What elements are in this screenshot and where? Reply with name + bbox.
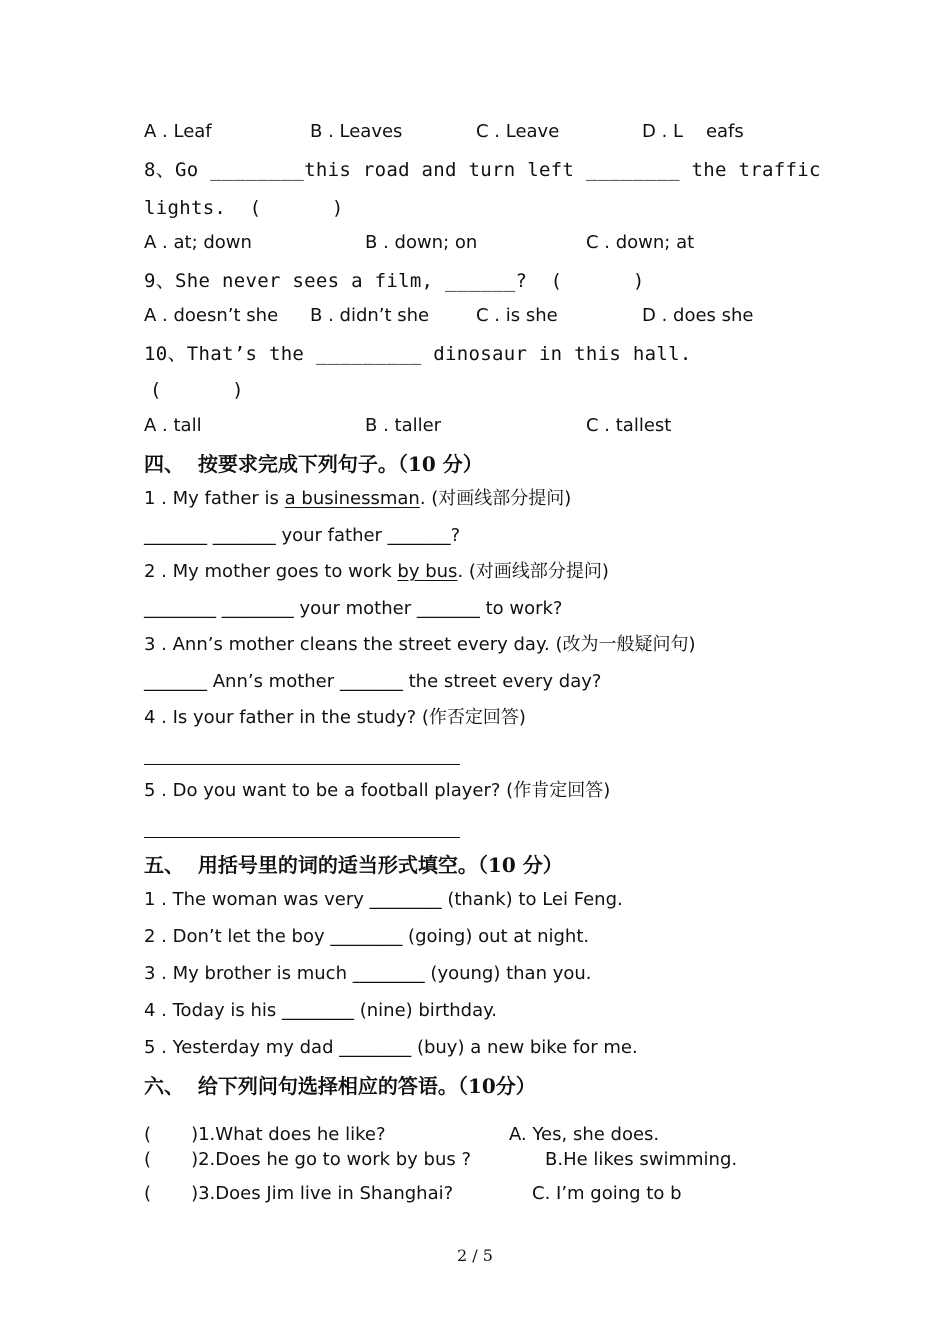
s4-q1-underlined: a businessman	[284, 488, 420, 509]
q10-stem-line1: 10、That’s the _________ dinosaur in this hall.	[144, 343, 692, 365]
s4-q3-prompt: 3 . Ann’s mother cleans the street every day. (改为一般疑问句)	[144, 634, 696, 655]
s6-question-2: ( )2.Does he go to work by bus ?	[144, 1149, 472, 1170]
section4-heading: 四、 按要求完成下列句子。（10 分）	[144, 452, 483, 476]
q10-option-b: B . taller	[365, 415, 442, 436]
s4-q1-prompt	[144, 490, 571, 508]
q10-option-a: A . tall	[144, 415, 202, 436]
page-number: 2 / 5	[457, 1246, 493, 1265]
s5-item-5: 5 . Yesterday my dad ________ (buy) a new bike for me.	[144, 1037, 638, 1058]
s6-answer-c: C. I’m going to b	[532, 1183, 682, 1204]
s4-q1-suffix: . (对画线部分提问)	[419, 488, 572, 509]
s4-q2-underlined: by bus	[397, 561, 458, 582]
q9-option-a: A . doesn’t she	[144, 305, 279, 326]
s5-item-4: 4 . Today is his ________ (nine) birthday.	[144, 1000, 497, 1021]
q8-stem-line2: lights. ( )	[144, 197, 344, 219]
s4-q2-suffix: . (对画线部分提问)	[457, 561, 609, 582]
section6-heading: 六、 给下列问句选择相应的答语。（10分）	[144, 1074, 536, 1098]
q9-option-d: D . does she	[642, 305, 754, 326]
s4-q5-answer-rule	[144, 837, 460, 838]
s5-item-1: 1 . The woman was very ________ (thank) to Lei Feng.	[144, 889, 623, 910]
q9-option-c: C . is she	[476, 305, 558, 326]
section5-heading: 五、 用括号里的词的适当形式填空。（10 分）	[144, 853, 563, 877]
s5-item-3: 3 . My brother is much ________ (young) than you.	[144, 963, 592, 984]
q8-option-a: A . at; down	[144, 232, 252, 253]
q8-stem-line1: 8、Go ________this road and turn left ________ the traffic	[144, 159, 821, 181]
s4-q4-answer-rule	[144, 764, 460, 765]
s4-q1-prefix: 1 . My father is	[144, 488, 285, 509]
q9-option-b: B . didn’t she	[310, 305, 430, 326]
q9-stem: 9、She never sees a film, ______? ( )	[144, 270, 645, 292]
s4-q3-answer-line: _______ Ann’s mother _______ the street every day?	[144, 671, 602, 692]
q8-option-b: B . down; on	[365, 232, 478, 253]
q8-option-c: C . down; at	[586, 232, 695, 253]
s4-q4-prompt: 4 . Is your father in the study? (作否定回答)	[144, 707, 526, 728]
s6-answer-b: B.He likes swimming.	[545, 1149, 738, 1170]
s6-answer-a: A. Yes, she does.	[509, 1124, 660, 1145]
q7-option-b: B . Leaves	[310, 121, 403, 142]
s6-question-3: ( )3.Does Jim live in Shanghai?	[144, 1183, 454, 1204]
q10-stem-line2: ( )	[150, 379, 244, 401]
s4-q2-prompt	[144, 563, 609, 581]
s5-item-2: 2 . Don’t let the boy ________ (going) out at night.	[144, 926, 590, 947]
s6-question-1: ( )1.What does he like?	[144, 1124, 386, 1145]
q7-option-d: D . L eafs	[642, 121, 744, 142]
q7-option-a: A . Leaf	[144, 121, 212, 142]
s4-q1-answer-line: _______ _______ your father _______?	[144, 525, 461, 546]
q7-option-c: C . Leave	[476, 121, 560, 142]
s4-q2-answer-line: ________ ________ your mother _______ to work?	[144, 598, 563, 619]
s4-q2-prefix: 2 . My mother goes to work	[144, 561, 398, 582]
s4-q5-prompt: 5 . Do you want to be a football player? (作肯定回答)	[144, 780, 611, 801]
q10-option-c: C . tallest	[586, 415, 672, 436]
